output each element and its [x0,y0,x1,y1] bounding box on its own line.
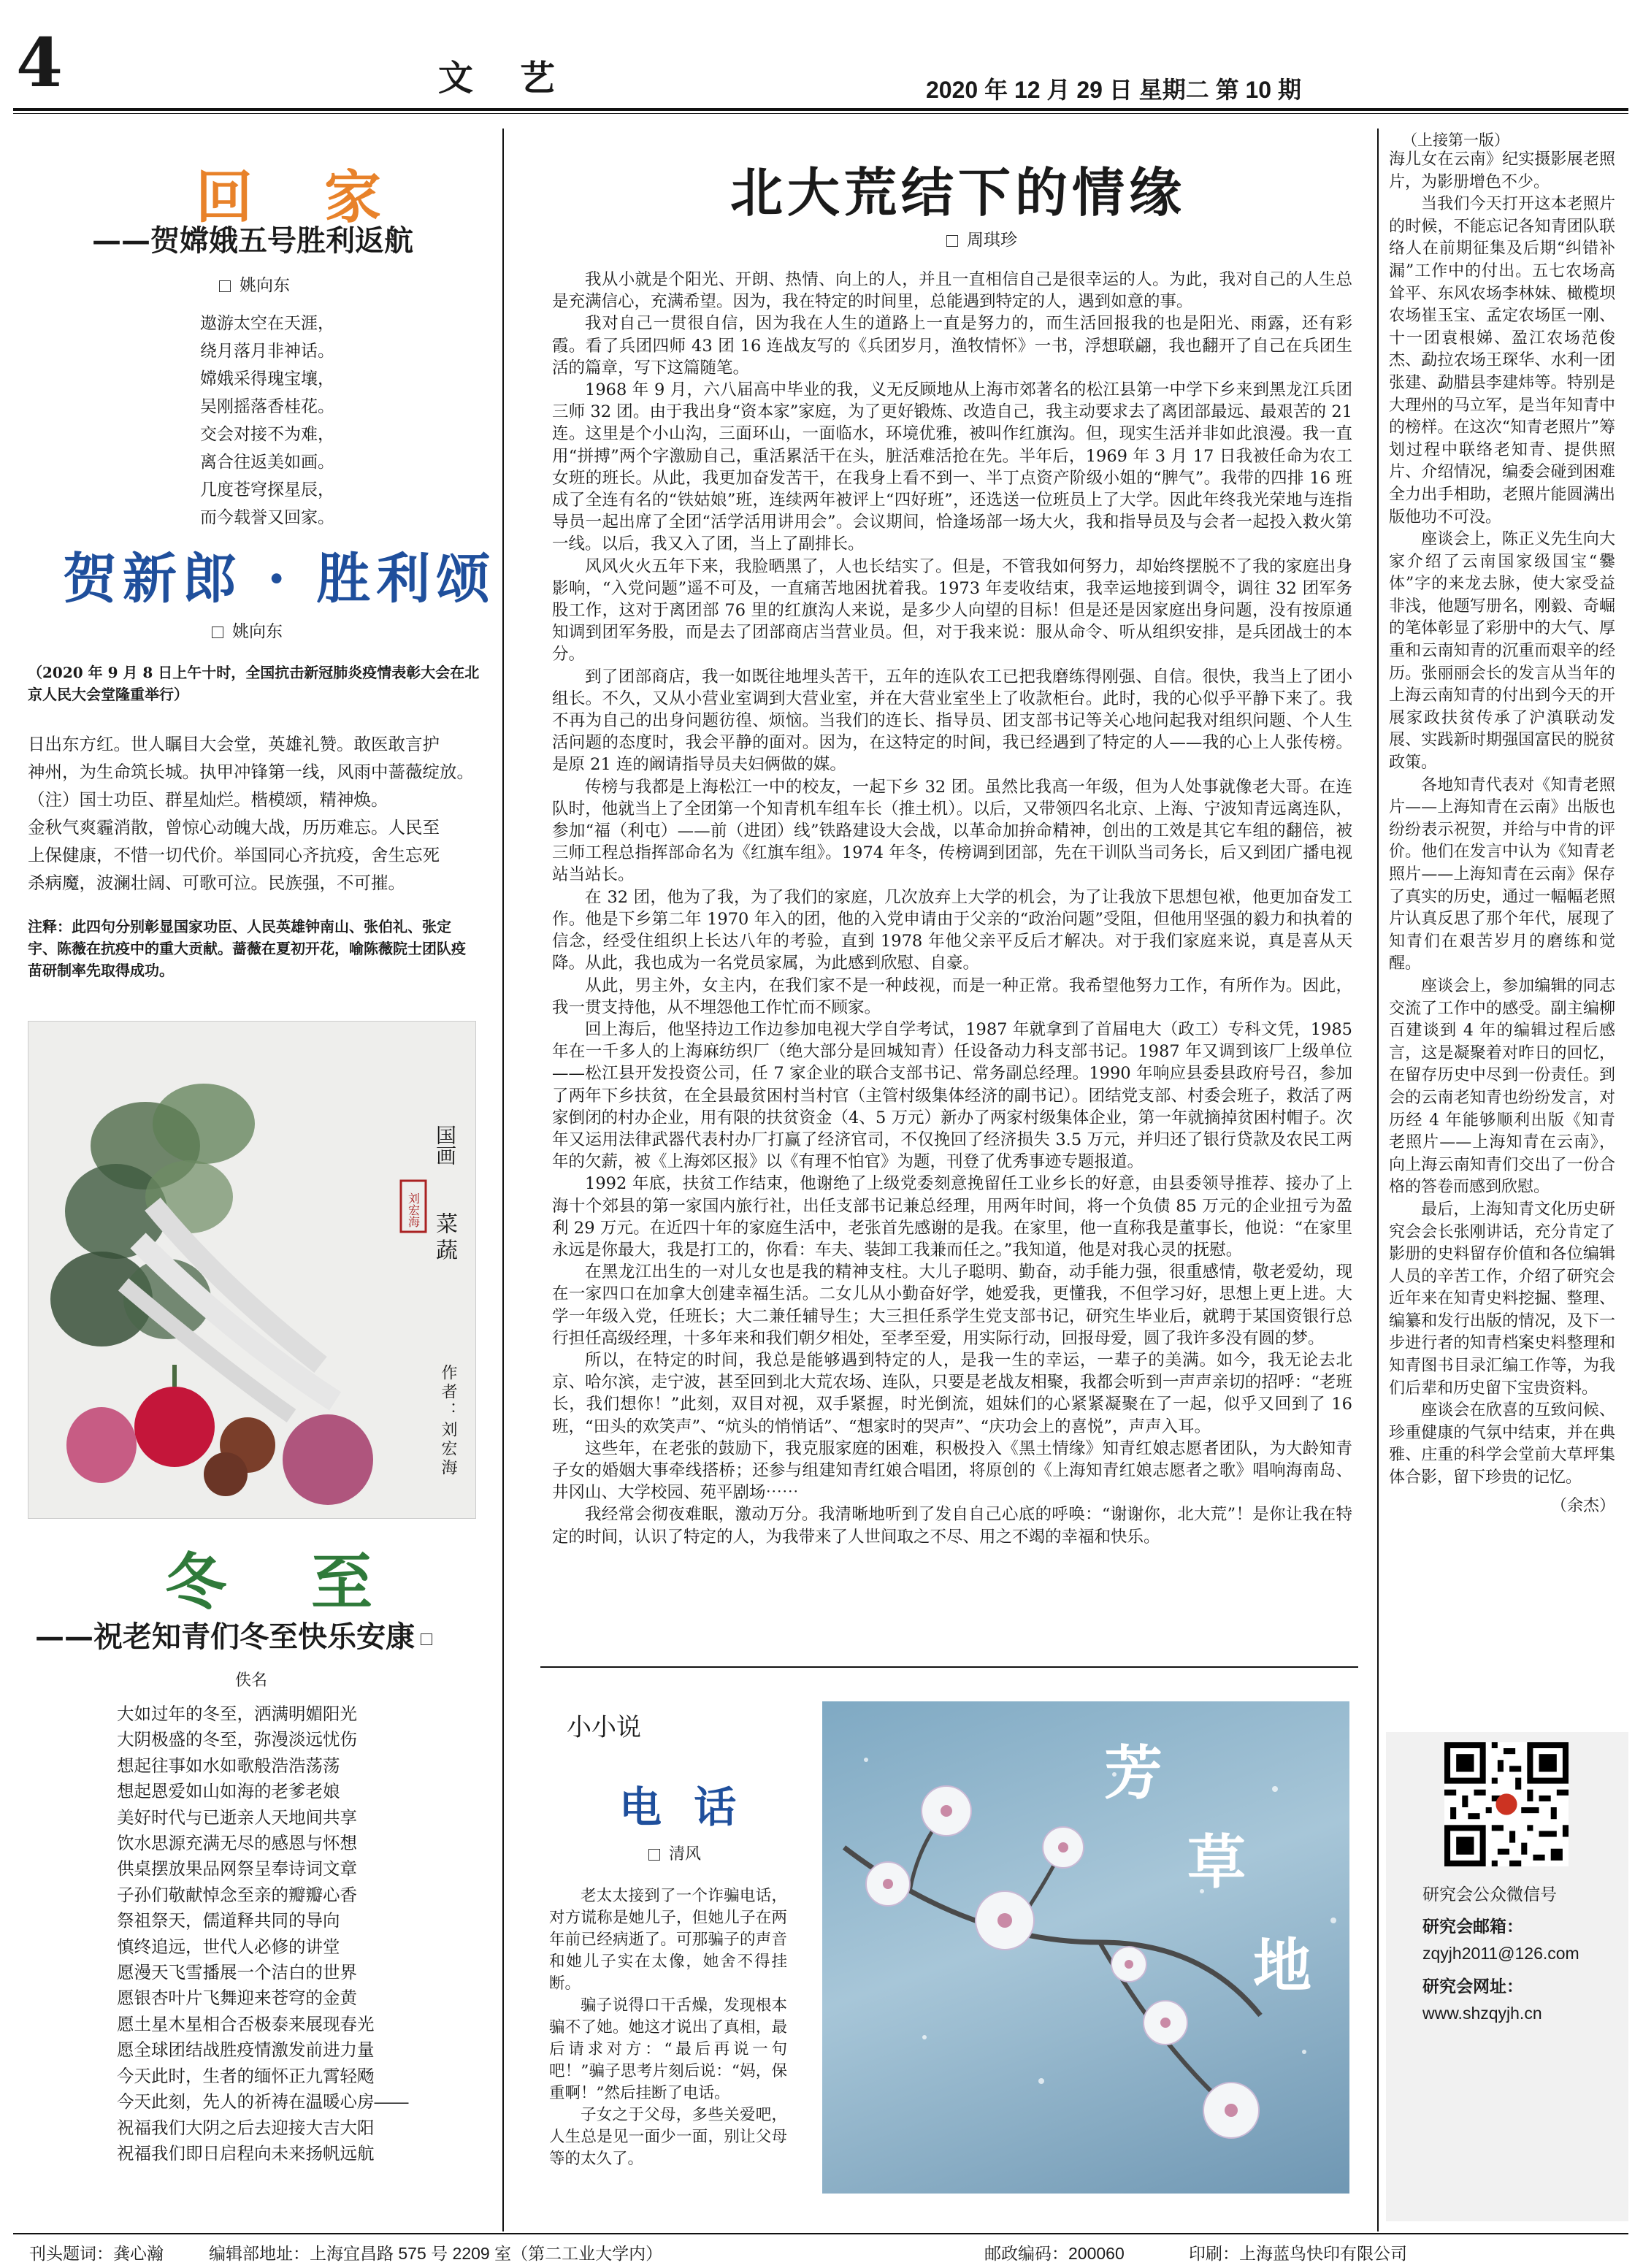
poem-line: 祝福我们即日启程向未来扬帆远航 [117,2143,375,2163]
poem-line: （注）国士功臣、群星灿烂。楷模颂，精神焕。 [28,790,388,809]
issue-date: 2020 年 12 月 29 日 星期二 第 10 期 [926,77,1301,103]
poem-line: 大如过年的冬至，洒满明媚阳光 [117,1704,357,1723]
poem2-note: （2020 年 9 月 8 日上午十时，全国抗击新冠肺炎疫情表彰大会在北京人民大会堂隆重举行） [28,664,480,703]
header-rule [13,108,1628,111]
story-byline [648,1842,701,1864]
poem-line: 杀病魔，波澜壮阔、可歌可泣。民族强，不可摧。 [28,873,405,892]
article-paragraph: 从此，男主外，女主内，在我们家不是一种歧视，而是一种正常。我希望他努力工作，有所作为。因此，我一贯支持他，从不埋怨他工作忙而不顾家。 [552,976,1352,1017]
poem1-author: 姚向东 [240,276,290,295]
poem1-title: 回 家 [196,164,389,231]
poem-line: 吴刚摇落香桂花。 [200,397,334,416]
article-title: 北大荒结下的情缘 [730,161,1187,223]
poem2-title: 贺新郎 · 胜利颂 [63,548,497,610]
sidebar-paragraph: 当我们今天打开这本老照片的时候，不能忘记各知青团队联络人在前期征集及后期“纠错补漏”工作中的付出。五七农场高耸平、东风农场李林妹、橄榄坝农场崔玉宝、孟定农场匡一刚、十一团袁根娣、盈江农场范俊杰、勐拉农场王琛华、水利一团张建、勐腊县李建炜等。特别是大理州的马立军，是当年知青中的榜样。在这次“知青老照片”筹划过程中联络老知青、提供照片、介绍情况，编委会碰到困难全力出手相助，老照片能圆满出版他功不可没。 [1389,195,1615,526]
seal-text: 刘宏海 [406,1192,421,1227]
vegetable-painting [28,1022,475,1518]
qr-code-icon[interactable] [1444,1742,1569,1866]
sidebar-paragraph: 座谈会上，参加编辑的同志交流了工作中的感受。副主编柳百建谈到 4 年的编辑过程后感言，这是凝聚着对昨日的回忆，在留存历史中尽到一份责任。到会的云南老知青也纷纷发言，对历经 4 年能够顺利出版《知青老照片——上海知青在云南》，向上海云南知青们交出了一份合格的答卷而感到欣慰。 [1389,976,1615,1197]
sidebar-paragraph: 座谈会在欣喜的互致问候、珍重健康的气氛中结束，并在典雅、庄重的科学会堂前大草坪集体合影，留下珍贵的记忆。 [1389,1401,1615,1487]
photo-title-char: 草 [1187,1828,1246,1896]
poem-line: 愿漫天飞雪播展一个洁白的世界 [117,1963,357,1982]
sidebar-paragraph: 海儿女在云南》纪实摄影展老照片，为影册增色不少。 [1389,150,1615,191]
poem-line: 慎终追远，世代人必修的讲堂 [117,1936,340,1956]
column-divider-left [502,129,504,2231]
article-paragraph: 这些年，在老张的鼓励下，我克服家庭的困难，积极投入《黑土情缘》知青红娘志愿者团队，为大龄知青子女的婚姻大事牵线搭桥；还参与组建知青红娘合唱团，将原创的《上海知青红娘志愿者之歌》唱响海南岛、井冈山、大学校园、苑平剧场⋯⋯ [552,1438,1352,1503]
article-body [552,269,1352,1656]
poem-line: 大阴极盛的冬至，弥漫淡远忧伤 [117,1730,357,1750]
poem3-body [117,1701,482,2167]
poem3-subtitle-text: ——祝老知青们冬至快乐安康 [35,1620,415,1654]
painting-frame [28,1021,476,1519]
qr-panel [1386,1732,1628,2221]
story-paragraph: 子女之于父母，多些关爱吧，人生总是见一面少一面，别让父母等的太久了。 [549,2106,787,2168]
article-paragraph: 到了团部商店，我一如既往地埋头苦干，五年的连队农工已把我磨练得刚强、自信。很快，我当上了团小组长。不久，又从小营业室调到大营业室，并在大营业室坐上了收款柜台。此时，我的心似乎平静下来了。我不再为自己的出身问题彷徨、烦恼。当我们的连长、指导员、团支部书记等关心地问起我对组织问题、个人生活问题的态度时，我会平静的面对。因为，在这特定的时间，我已经遇到了特定的人——我的心上人张传榜。是原 21 连的阚请指导员夫妇俩做的媒。 [552,667,1352,775]
article-paragraph: 在黑龙江出生的一对儿女也是我的精神支柱。大儿子聪明、勤奋，动手能力强，很重感情，敬老爱幼，现在一家四口在加拿大创建幸福生活。二女儿从小勤奋好学，她爱我，更懂我，不但学习好，思想上更上进。大学一年级入党，任班长；大二兼任辅导生；大三担任系学生党支部书记，研究生毕业后，就聘于某国资银行总行担任高级经理，十多年来和我们朝夕相处，至孝至爱，用实际行动，回报母爱，圆了我许多没有圆的梦。 [552,1263,1352,1348]
page-number: 4 [16,23,64,102]
poem-line: 饮水思源充满无尽的感恩与怀想 [117,1834,357,1853]
email-label: 研究会邮箱： [1422,1917,1523,1936]
byline-box-icon [421,1633,432,1645]
poem2-annotation: 注释：此四句分别彰显国家功臣、人民英雄钟南山、张伯礼、张定宇、陈薇在抗疫中的重大贡献。蔷薇在夏初开花，喻陈薇院士团队疫苗研制率先取得成功。 [28,918,466,979]
sidebar-continued: （上接第一版） [1402,131,1509,149]
column-divider-right [1377,129,1379,2231]
poem-line: 祭祖祭天，儒道释共同的导向 [117,1911,340,1931]
poem1-byline [219,272,290,296]
poem-line: 几度苍穹探星辰， [200,480,334,499]
story-title: 电 话 [619,1782,746,1832]
poem-line: 想起往事如水如歌般浩浩荡荡 [117,1755,340,1775]
cabbage-icon [50,1084,335,1416]
story-paragraph: 骗子说得口干舌燥，发现根本骗不了她。她这才说出了真相，最后请求对方：“最后再说一句吧！”骗子思考片刻后说：“妈，保重啊！”然后挂断了电话。 [549,1996,787,2102]
article-paragraph: 我从小就是个阳光、开朗、热情、向上的人，并且一直相信自己是很幸运的人。为此，我对自己的人生总是充满信心，充满希望。因为，我在特定的时间里，总能遇到特定的人，遇到如意的事。 [552,270,1352,312]
sidebar-paragraph: 最后，上海知青文化历史研究会会长张刚讲话，充分肯定了影册的史料留存价值和各位编辑人员的辛苦工作，介绍了研究会近年来在知青史料挖掘、整理、编纂和发行出版的情况，及下一步进行者的知青档案史料整理和知青图书目录汇编工作等，为我们后辈和历史留下宝贵资料。 [1389,1200,1615,1398]
poem-line: 供桌摆放果品网祭呈奉诗词文章 [117,1859,357,1879]
footer-postcode: 邮政编码：200060 [984,2244,1125,2263]
article-paragraph: 1968 年 9 月，六八届高中毕业的我，义无反顾地从上海市郊著名的松江县第一中学下乡来到黑龙江兵团三师 32 团。由于我出身“资本家”家庭，为了更好锻炼、改造自己，我主动要求去了离团部最远、最艰苦的 21 连。这里是个小山沟，三面环山，一面临水，环境优雅，被叫作红旗沟。但，现实生活并非如此浪漫。我一直用“拼搏”两个字激励自己，重活累活干在头，脏活难活抢在先。半年后，1969 年 3 月 17 日我被任命为农工女班的班长。从此，我更加奋发苦干，在我身上看不到一、半丁点资产阶级小姐的“脾气”。我带的四排 16 班成了全连有名的“铁姑娘”班，连续两年被评上“四好班”，还选送一位班员上了大学。因此年终我光荣地与连指导员一起出席了全团“活学活用讲用会”。会议期间，恰逢场部一场大火，我和指导员及与会者一起投入救火第一线。以后，我又入了团，当上了副排长。 [552,380,1352,554]
article-byline [946,226,1017,250]
poem-line: 今天此时，生者的缅怀正九霄轻飏 [117,2066,375,2085]
painting-author: 作者：刘宏海 [439,1364,457,1478]
header-rule-thin [13,113,1628,114]
article-author: 周琪珍 [967,231,1017,250]
poem-line: 遨游太空在天涯， [200,314,334,333]
byline-box-icon [648,1849,660,1861]
poem2-body [28,730,485,897]
article-paragraph: 回上海后，他坚持边工作边参加电视大学自学考试，1987 年就拿到了首届电大（政工）专科文凭，1985 年在一千多人的上海麻纺织厂（绝大部分是回城知青）任设备动力科支部书记。1987 年又调到该厂上级单位——松江县开发投资公司，任 7 家企业的联合支部书记、常务副总经理。1990 年响应县委县政府号召，参加了两年下乡扶贫，在全县最贫困村当村官（主管村级集体经济的副书记）。团结党支部、村委会班子，救活了两家倒闭的村办企业，用有限的扶贫资金（4、5 万元）新办了两家村级集体企业，第一年就摘掉贫困村帽子。次年又运用法律武器代表村办厂打赢了经济官司，不仅挽回了经济损失 3.5 万元，并归还了银行贷款及农民工两年的欠薪，被《上海郊区报》以《有理不怕官》为题，刊登了优秀事迹专题报道。 [552,1019,1352,1172]
poem-line: 愿全球团结战胜疫情激发前进力量 [117,2040,375,2060]
footer-inscription: 刊头题词：龚心瀚 [29,2244,164,2263]
sidebar-signature: （余杰） [1550,1496,1615,1515]
article-paragraph: 1992 年底，扶贫工作结束，他谢绝了上级党委刻意挽留任工业乡长的好意，由县委领导推荐、接办了上海十个郊县的第一家国内旅行社，出任支部书记兼总经理，用两年时间，将一个负债 85 万元的企业扭亏为盈利 29 万元。在近四十年的家庭生活中，老张首先感谢的是我。在家里，他一直称我是董事长，他说：“在家里永远是你最大，我是打工的，你看：车夫、装卸工我兼而任之。”我知道，他是对我心灵的抚慰。 [552,1174,1352,1260]
byline-box-icon [946,235,958,247]
poem1-subtitle: ——贺嫦娥五号胜利返航 [92,223,413,258]
poem-line: 而今载誉又回家。 [200,508,334,527]
footer-rule [13,2233,1628,2234]
poem-line: 离合往返美如画。 [200,453,334,472]
site-link[interactable]: www.shzqyjh.cn [1422,2004,1542,2023]
poem-line: 愿银杏叶片飞舞迎来苍穹的金黄 [117,1988,357,2008]
poem-line: 今天此刻，先人的祈祷在温暖心房—— [117,2092,409,2112]
section-title: 文 艺 [438,58,562,99]
poem-line: 愿土星木星相合否极泰来展现春光 [117,2014,375,2034]
sidebar-body [1389,149,1615,1688]
site-label: 研究会网址： [1422,1977,1523,1996]
story-author: 清风 [669,1845,702,1863]
footer-address: 编辑部地址：上海宜昌路 575 号 2209 室（第二工业大学内） [209,2244,663,2263]
poem3-author: 佚名 [235,1671,268,1690]
poem-line: 上保健康，不惜一切代价。举国同心齐抗疫，舍生忘死 [28,846,440,865]
poem-line: 神州，为生命筑长城。执甲冲锋第一线，风雨中蔷薇绽放。 [28,762,474,781]
poem-line: 祝福我们大阴之后去迎接大吉大阳 [117,2118,375,2137]
byline-box-icon [212,627,223,638]
qr-caption: 研究会公众微信号 [1422,1885,1557,1904]
article-paragraph: 我对自己一贯很自信，因为我在人生的道路上一直是努力的，而生活回报我的也是阳光、雨露，还有彩霞。看了兵团四师 43 团 16 连战友写的《兵团岁月，渔牧情怀》一书，浮想联翩，我也翻开了自己在兵团生活的篇章，写下这篇随笔。 [552,314,1352,378]
poem1-body [200,310,434,532]
footer-printer: 印刷：上海蓝鸟快印有限公司 [1189,2244,1407,2263]
poem-line: 金秋气爽霾消散，曾惊心动魄大战，历历难忘。人民至 [28,818,440,837]
poem-line: 美好时代与已逝亲人天地间共享 [117,1807,357,1827]
painting-genre: 国画 [433,1125,457,1165]
article-paragraph: 在 32 团，他为了我，为了我们的家庭，几次放弃上大学的机会，为了让我放下思想包袱，他更加奋发工作。他是下乡第二年 1970 年入的团，他的入党申请由于父亲的“政治问题”受阻，但他用坚强的毅力和执着的信念，经受住组织上长达八年的考验，直到 1978 年他父亲平反后才解决。对于我们家庭来说，真是喜从天降。从此，我也成为一名党员家属，为此感到欣慰、自豪。 [552,887,1352,973]
article-paragraph: 我经常会彻夜难眠，激动万分。我清晰地听到了发自自己心底的呼唤：“谢谢你，北大荒”！是你让我在特定的时间，认识了特定的人，为我带来了人世间取之不尽、用之不竭的幸福和快乐。 [552,1505,1352,1547]
email-link[interactable]: zqyjh2011@126.com [1422,1944,1579,1963]
poem3-title: 冬 至 [165,1546,385,1618]
poem3-subtitle [35,1614,441,1655]
flower-photo [822,1701,1349,2194]
poem2-author: 姚向东 [232,622,283,641]
photo-title-char: 芳 [1104,1739,1163,1807]
sidebar-paragraph: 各地知青代表对《知青老照片——上海知青在云南》出版也纷纷表示祝贺，并给与中肯的评价。他们在发言中认为《知青老照片——上海知青在云南》保存了真实的历史，通过一幅幅老照片认真反思了那个年代，展现了知青们在艰苦岁月的磨练和觉醒。 [1389,775,1615,973]
story-column-label: 小小说 [567,1714,641,1742]
story-body [549,1885,787,2170]
poem-line: 想起恩爱如山如海的老爹老娘 [117,1782,340,1801]
article-paragraph: 所以，在特定的时间，我总是能够遇到特定的人，是我一生的幸运，一辈子的美满。如今，我无论去北京、哈尔滨，走宁波，甚至回到北大荒农场、连队，只要是老战友相聚，我都会听到一声声亲切的招呼：“老班长，我们想你！”此刻，双目对视，双手紧握，时光倒流，姐妹们的心紧紧凝聚在了一起，似乎又回到了 16 班，“田头的欢笑声”、“炕头的悄悄话”、“想家时的哭声”、“庆功会上的喜悦”，声声入耳。 [552,1350,1352,1436]
poem-line: 日出东方红。世人瞩目大会堂，英雄礼赞。敢医敢言护 [28,735,440,754]
story-paragraph: 老太太接到了一个诈骗电话，对方谎称是她儿子，但她儿子在两年前已经病逝了。可那骗子的声音和她儿子实在太像，她舍不得挂断。 [549,1887,787,1993]
photo-title-char: 地 [1253,1931,1311,2000]
article-paragraph: 风风火火五年下来，我脸晒黑了，人也长结实了。但是，不管我如何努力，却始终摆脱不了我的家庭出身影响，“入党问题”遥不可及，一直痛苦地困扰着我。1973 年麦收结束，我幸运地接到调令，调往 32 团军务股工作，这对于离团部 76 里的红旗沟人来说，是多少人向望的目标！但是还是因家庭出身问题，没有按原通知调到团军务股，而是去了团部商店当营业员。但，对于我来说：服从命令、听从组织安排，是兵团战士的本分。 [552,556,1352,664]
article-paragraph: 传榜与我都是上海松江一中的校友，一起下乡 32 团。虽然比我高一年级，但为人处事就像老大哥。在连队时，他就当上了全团第一个知青机车组车长（推土机）。以后，又带领四名北京、上海、宁波知青远离连队，参加“福（利屯）——前（进团）线”铁路建设大会战，以革命加拚命精神，创出的工效是其它车组的翻倍，被三师工程总指挥部命名为《红旗车组》。1974 年冬，传榜调到团部，先在干训队当司务长，后又到团广播电视站当站长。 [552,777,1352,885]
article-bottom-rule [540,1666,1358,1668]
poem2-byline [212,618,283,642]
poem-line: 交会对接不为难， [200,425,334,444]
byline-box-icon [219,280,231,292]
poem-line: 嫦娥采得瑰宝壤， [200,369,334,388]
poem-line: 绕月落月非神话。 [200,342,334,361]
painting-title: 菜蔬 [432,1212,457,1265]
sidebar-paragraph: 座谈会上，陈正义先生向大家介绍了云南国家级国宝“爨体”字的来龙去脉，使大家受益非浅，他题写册名，刚毅、奇崛的笔体彰显了彩册中的大气、厚重和云南知青的沉重而艰辛的经历。张丽丽会长的发言从当年的上海云南知青的付出到今天的开展家政扶贫传承了沪滇联动发展、实践新时期强国富民的脱贫政策。 [1389,530,1615,773]
poem-line: 子孙们敬献悼念至亲的瓣瓣心香 [117,1885,357,1904]
